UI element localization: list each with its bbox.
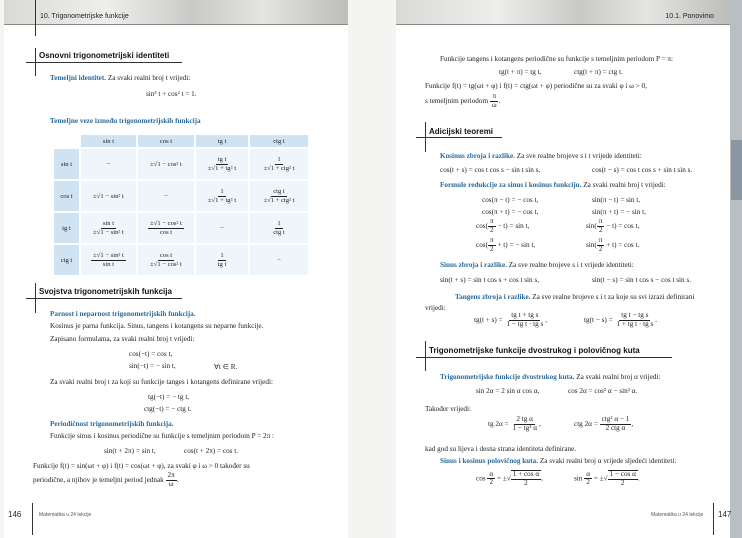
table-cell: −: [138, 181, 194, 211]
formula: cos 2α = cos² α − sin² α.: [568, 387, 638, 395]
table-cell: −: [196, 213, 248, 243]
lead-bold: Temeljni identitet.: [50, 74, 107, 82]
text-line: Za sve realne brojeve s i t vrijede identiteti:: [508, 261, 634, 269]
table-cell: ±√1 − cos² t: [138, 149, 194, 179]
formula: sin( $\frac{\pi}{2}$ + t) = cos t.: [586, 236, 640, 253]
running-header: 10.1. Ponovimo: [665, 13, 714, 20]
table-cell: [81, 213, 136, 243]
formula: ctg(−t) = − ctg t.: [144, 405, 192, 413]
formula: tg(t + s) = $\frac{\text{tg t + tg s}}{\text{1 − tg t · tg s}}$ ,: [474, 311, 548, 328]
fraction: $\frac{1}{\text{tg t}}$: [217, 252, 227, 268]
text-line: Funkcije f(t) = sin(ωt + φ) i f(t) = cos(ωt + φ), za svaki φ i ω > 0 također su: [33, 462, 250, 470]
formula: sin 2α = 2 sin α cos α,: [476, 387, 540, 395]
formula: tg 2α = $\frac{\text{2 tg α}}{\text{1 − tg² α}}$ ,: [488, 415, 541, 432]
book-title: Matematika u 24 lekcije: [651, 512, 704, 518]
text-line: Za svaki realni broj α vrijedi:: [576, 373, 661, 381]
book-title: Matematika u 24 lekcije: [39, 512, 92, 518]
text-line: Za svaki realni broj α vrijede sljedeći identiteti:: [539, 457, 677, 465]
text-line: Za svaki realni broj t za koji su funkcije tanges i kotangens definirane vrijedi:: [50, 378, 273, 386]
fraction: $\frac{1}{\text{±√1 + ctg² t}}$: [263, 156, 295, 172]
table-cell: [250, 213, 308, 243]
subsection-title: Formule redukcije za sinus i kosinus funkciju.: [440, 181, 582, 189]
table-row: [54, 149, 308, 179]
row-header: sin t: [54, 149, 79, 179]
subsection-title: Tangens zbroja i razlike.: [455, 293, 531, 301]
text-line: Za sve realne brojeve s i t vrijede identiteti:: [516, 152, 642, 160]
table-cell: [138, 245, 194, 275]
formula: sin( $\frac{\pi}{2}$ − t) = cos t,: [586, 217, 640, 234]
table-row: [54, 245, 308, 275]
subsection-title: Sinus zbroja i razlike.: [440, 261, 507, 269]
fraction: $\frac{\text{±√1 − cos² t}}{\text{cos t}}$: [150, 220, 182, 236]
text-line: Funkcije sinus i kosinus periodične su funkcije s temeljnim periodom P = 2π :: [50, 432, 275, 440]
row-header: cos t: [54, 181, 79, 211]
table-cell: [138, 213, 194, 243]
text-line: Također vrijedi:: [425, 405, 471, 413]
fraction: $\frac{\text{tg t}}{\text{±√1 + tg² t}}$: [207, 156, 237, 172]
right-page: 10.1. Ponovimo Funkcije tangens i kotangens periodične su funkcije s temeljnim periodom P = π: tg(t + π) = tg t, ctg(t + π) = ctg t. Funkcije f(t) = tg(ωt + φ) i f(t) = ctg(ωt + φ) periodične su za svaki φ i ω > 0, s temeljnim periodom $\frac{\pi}{\omega}$ . Adicijski teoremi Kosinus zbroja i razlike. Za sve realne brojeve s i t vrijede identiteti: cos(t + s) = cos t cos s − sin t sin s, cos(t − s) = cos t cos s + sin t sin s. Formule redukcije za sinus i kosinus funkciju. Za svaki realni broj t vrijedi: cos(π − t) = − cos t, sin(π − t) = sin t, cos(π + t) = − cos t, sin(π + t) = − sin t, cos( $\frac{\pi}{2}$ − t) = sin t, sin( $\frac{\pi}{2}$ − t) = cos t, cos( $\frac{\pi}{2}$ + t) = − sin t, sin( $\frac{\pi}{2}$ + t) = cos t. Sinus zbroja i razlike. Za sve realne brojeve s i t vrijede identiteti: sin(t + s) = sin t cos s + cos t sin s, sin(t − s) = sin t cos s − cos t sin s. Tangens zbroja i razlike. Za sve realne brojeve s i t za koje su svi izrazi definirani vrijedi: tg(t + s) = $\frac{\text{tg t + tg s}}{\text{1 − tg t · tg s}}$ , tg(t − s) = $\frac{\text{tg t − tg s}}{\text{1 + tg t · tg s}}$ . Trigonometrijske funkcije dvostrukog i polovičnog kuta Trigonometrijske funkcije dvostrukog kuta. Za svaki realni broj α vrijedi: sin 2α = 2 sin α cos α, cos 2α = cos² α − sin² α. Također vrijedi: tg 2α = $\frac{\text{2 tg α}}{\text{1 − tg² α}}$ , ctg 2α = $\frac{\text{ctg² α − 1}}{\text{2 ctg α}}$ , kad god su lijeva i desna strana identiteta definirane. Sinus i kosinus polovičnog kuta. Za svaki realni broj α vrijede sljedeći identiteti: cos $\frac{\alpha}{2}$ = ±√ $\frac{\text{1 + cos α}}{2}$ , sin $\frac{\alpha}{2}$ = ±√ $\frac{\text{1 − cos α}}{2}$ . Matematika u 24 lekcije 147: [396, 0, 730, 538]
formula: tg(t + π) = tg t,: [499, 68, 542, 76]
col-header: ctg t: [250, 135, 308, 147]
formula: sin(−t) = − sin t,: [129, 362, 176, 370]
formula: cos(t + 2π) = cos t.: [184, 447, 239, 455]
table-cell: ±√1 − sin² t: [81, 181, 136, 211]
formula: tg(t − s) = $\frac{\text{tg t − tg s}}{\text{1 + tg t · tg s}}$ .: [584, 311, 658, 328]
formula: cos(π − t) = − cos t,: [482, 196, 539, 204]
text-line: Za sve realne brojeve s i t za koje su svi izrazi definirani: [532, 293, 695, 301]
fraction: $\frac{\text{sin t}}{\text{±√1 − sin² t}}$: [93, 220, 124, 236]
page-number: 146: [8, 510, 22, 519]
subsection-title: Sinus i kosinus polovičnog kuta.: [440, 457, 539, 465]
table-cell: [81, 245, 136, 275]
identity-table: [52, 133, 310, 277]
row-header: ctg t: [54, 245, 79, 275]
page-edge: [730, 0, 742, 538]
formula: cos(π + t) = − cos t,: [482, 208, 539, 216]
text-line: Zapisano formulama, za svaki realni broj t vrijedi:: [50, 335, 195, 343]
text-line: periodične, a njihov je temeljni period jednak: [33, 476, 164, 485]
fraction: $\frac{\pi}{\omega}$: [491, 92, 497, 109]
table-cell: −: [81, 149, 136, 179]
table-cell: [250, 149, 308, 179]
formula: sin(π + t) = − sin t,: [592, 208, 646, 216]
formula: cos( $\frac{\pi}{2}$ + t) = − sin t,: [476, 236, 536, 253]
chapter-tab: [731, 140, 742, 200]
text-line: kad god su lijeva i desna strana identiteta definirane.: [425, 445, 577, 453]
text-line: s temeljnim periodom: [425, 97, 489, 106]
formula: sin $\frac{\alpha}{2}$ = ±√ $\frac{\text{1 − cos α}}{2}$ .: [574, 469, 640, 487]
formula: sin(t + 2π) = sin t,: [104, 447, 156, 455]
col-header: cos t: [138, 135, 194, 147]
subsection-title: Kosinus zbroja i razlike.: [440, 152, 515, 160]
left-page: 10. Trigonometrijske funkcije Osnovni trigonometrijski identiteti Temeljni identitet. Za svaki realni broj t vrijedi: sin² t + cos² t = 1. Temeljne veze između trigonometrijskih funkcija sin t cos t tg t ctg t sin t − ±√1 − cos² t $\frac{\text{tg t}}{\text{±√1 + tg² t}}$ $\frac{1}{\text{±√1 + ctg² t}}$ cos t ±√1 − sin² t − $\frac{1}{\text{±√1 + tg² t}}$ $\frac{\text{ctg t}}{\text{±√1 + ctg² t}}$ tg t $\frac{\text{sin t}}{\text{±√1 − sin² t}}$ $\frac{\text{±√1 − cos² t}}{\text{cos t}}$ − $\frac{1}{\text{ctg t}}$ ctg t $\frac{\text{±√1 − sin² t}}{\text{sin t}}$ $\frac{\text{cos t}}{\text{±√1 − cos² t}}$ $\frac{1}{\text{tg t}}$ − Svojstva trigonometrijskih funkcija Parnost i neparnost trigonometrijskih funkcija. Kosinus je parna funkcija. Sinus, tangens i kotangens su neparne funkcije. Zapisano formulama, za svaki realni broj t vrijedi: cos(−t) = cos t, sin(−t) = − sin t, ∀t ∈ R. Za svaki realni broj t za koji su funkcije tanges i kotangens definirane vrijedi: tg(−t) = − tg t, ctg(−t) = − ctg t. Periodičnost trigonometrijskih funkcija. Funkcije sinus i kosinus periodične su funkcije s temeljnim periodom P = 2π : sin(t + 2π) = sin t, cos(t + 2π) = cos t. Funkcije f(t) = sin(ωt + φ) i f(t) = cos(ωt + φ), za svaki φ i ω > 0 također su periodične, a njihov je temeljni period jednak $\frac{2\pi}{\omega}$ . 146 Matematika u 24 lekcije: [4, 0, 348, 538]
formula: sin² t + cos² t = 1.: [146, 90, 197, 98]
fraction: $\frac{\text{±√1 − sin² t}}{\text{sin t}}$: [93, 252, 124, 268]
table-row: [54, 213, 308, 243]
text-line: vrijedi:: [425, 304, 446, 312]
formula: sin(t − s) = sin t cos s − cos t sin s.: [592, 276, 692, 284]
running-header: 10. Trigonometrijske funkcije: [40, 13, 129, 20]
text-line: Funkcije f(t) = tg(ωt + φ) i f(t) = ctg(ωt + φ) periodične su za svaki φ i ω > 0,: [425, 82, 647, 90]
table-cell: [250, 181, 308, 211]
formula: sin(π − t) = sin t,: [592, 196, 641, 204]
page-number: 147: [718, 510, 732, 519]
table-cell: [196, 149, 248, 179]
formula: sin(t + s) = sin t cos s + cos t sin s,: [440, 276, 540, 284]
text-line: Kosinus je parna funkcija. Sinus, tangens i kotangens su neparne funkcije.: [50, 322, 264, 330]
formula: cos(t − s) = cos t cos s + sin t sin s.: [592, 166, 693, 174]
section-title: Svojstva trigonometrijskih funkcija: [39, 287, 172, 296]
section-title: Osnovni trigonometrijski identiteti: [39, 51, 170, 60]
col-header: tg t: [196, 135, 248, 147]
formula: tg(−t) = − tg t,: [148, 393, 190, 401]
formula: cos(−t) = cos t,: [129, 350, 173, 358]
table-title: Temeljne veze između trigonometrijskih funkcija: [50, 117, 201, 125]
subsection-title: Periodičnost trigonometrijskih funkcija.: [50, 420, 174, 428]
table-cell: [196, 181, 248, 211]
table-row: [54, 181, 308, 211]
subsection-title: Trigonometrijske funkcije dvostrukog kuta.: [440, 373, 575, 381]
formula: cos(t + s) = cos t cos s − sin t sin s,: [440, 166, 541, 174]
fraction: $\frac{2\pi}{\omega}$: [167, 471, 175, 488]
formula: cos $\frac{\alpha}{2}$ = ±√ $\frac{\text{1 + cos α}}{2}$ ,: [476, 469, 543, 487]
section-title: Adicijski teoremi: [429, 127, 494, 136]
text-line: Funkcije tangens i kotangens periodične su funkcije s temeljnim periodom P = π:: [440, 55, 673, 63]
col-header: sin t: [81, 135, 136, 147]
fraction: $\frac{1}{\text{ctg t}}$: [273, 220, 285, 236]
fraction: $\frac{1}{\text{±√1 + tg² t}}$: [207, 188, 237, 204]
row-header: tg t: [54, 213, 79, 243]
table-cell: [196, 245, 248, 275]
section-title: Trigonometrijske funkcije dvostrukog i polovičnog kuta: [429, 346, 640, 355]
formula: ctg 2α = $\frac{\text{ctg² α − 1}}{\text{2 ctg α}}$ ,: [574, 415, 634, 432]
table-cell: −: [250, 245, 308, 275]
subsection-title: Parnost i neparnost trigonometrijskih funkcija.: [50, 310, 196, 318]
formula: cos( $\frac{\pi}{2}$ − t) = sin t,: [476, 217, 530, 234]
formula: ∀t ∈ R.: [214, 363, 238, 371]
text-line: Za svaki realni broj t vrijedi:: [583, 181, 666, 189]
lead-text: Za svaki realni broj t vrijedi:: [107, 74, 191, 82]
formula: ctg(t + π) = ctg t.: [574, 68, 623, 76]
fraction: $\frac{\text{ctg t}}{\text{±√1 + ctg² t}}$: [263, 188, 295, 204]
fraction: $\frac{\text{cos t}}{\text{±√1 − cos² t}}$: [150, 252, 182, 268]
